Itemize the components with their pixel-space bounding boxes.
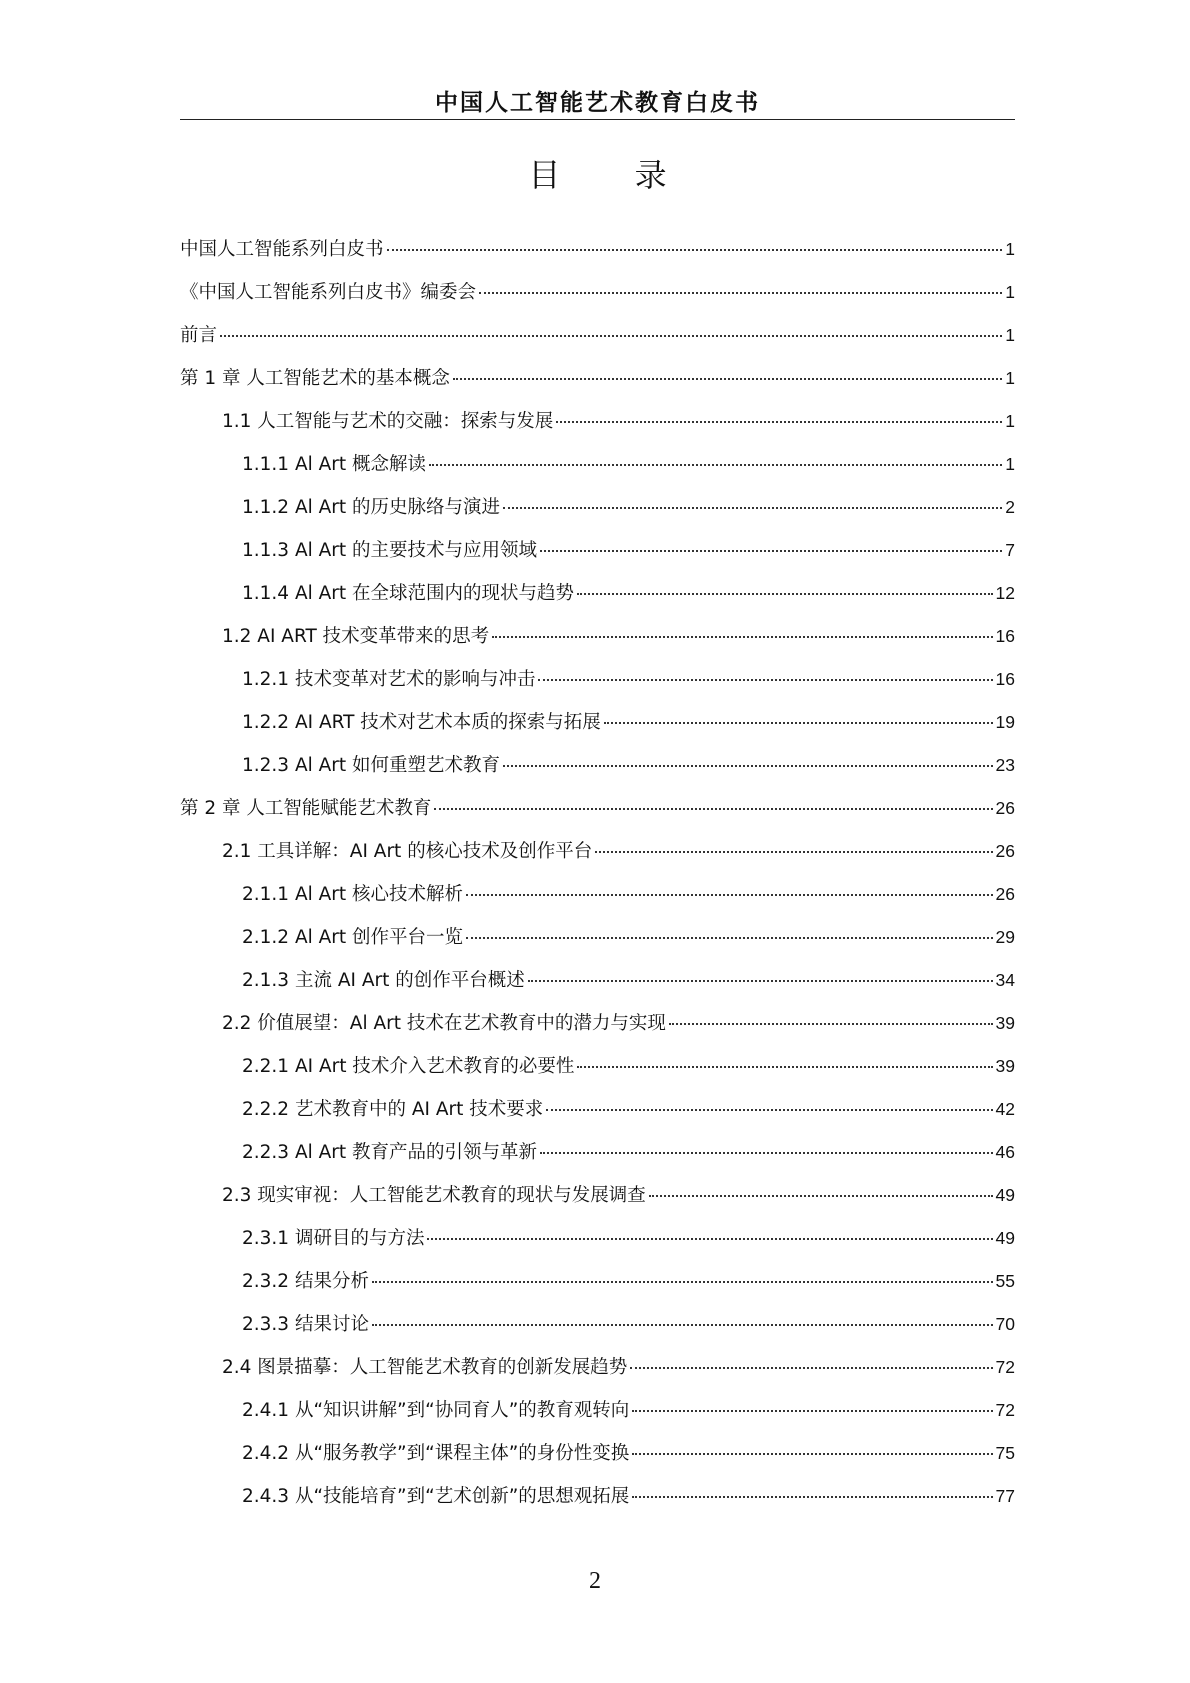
dot-leader bbox=[538, 679, 992, 681]
toc-entry[interactable] bbox=[180, 453, 1015, 496]
dot-leader bbox=[632, 1496, 992, 1498]
toc-entry-title: 1.1 人工智能与艺术的交融：探索与发展 bbox=[222, 411, 554, 432]
toc-entry[interactable] bbox=[180, 1184, 1015, 1227]
toc-entry[interactable] bbox=[180, 367, 1015, 410]
dot-leader bbox=[630, 1367, 992, 1369]
toc-entry-title: 2.2.2 艺术教育中的 AI Art 技术要求 bbox=[242, 1099, 544, 1120]
toc-entry-page: 26 bbox=[995, 884, 1015, 904]
toc-entry[interactable] bbox=[180, 1442, 1015, 1485]
toc-entry[interactable] bbox=[180, 969, 1015, 1012]
dot-leader bbox=[503, 507, 1002, 509]
toc-entry[interactable] bbox=[180, 711, 1015, 754]
toc-entry[interactable] bbox=[180, 1098, 1015, 1141]
toc-entry-page: 70 bbox=[995, 1314, 1015, 1334]
toc-entry[interactable] bbox=[180, 1141, 1015, 1184]
toc-entry-page: 16 bbox=[995, 669, 1015, 689]
toc-entry[interactable] bbox=[180, 797, 1015, 840]
dot-leader bbox=[556, 421, 1002, 423]
toc-entry-page: 72 bbox=[995, 1400, 1015, 1420]
dot-leader bbox=[503, 765, 993, 767]
toc-entry-page: 39 bbox=[995, 1056, 1015, 1076]
toc-entry-title: 2.4.1 从“知识讲解”到“协同育人”的教育观转向 bbox=[242, 1400, 630, 1421]
toc-entry[interactable] bbox=[180, 1055, 1015, 1098]
dot-leader bbox=[649, 1195, 993, 1197]
toc-entry[interactable] bbox=[180, 539, 1015, 582]
toc-entry-title: 2.2 价值展望：Al Art 技术在艺术教育中的潜力与实现 bbox=[222, 1013, 666, 1034]
dot-leader bbox=[466, 937, 993, 939]
toc-entry-page: 1 bbox=[1005, 239, 1015, 259]
toc-entry-page: 49 bbox=[995, 1228, 1015, 1248]
dot-leader bbox=[453, 378, 1002, 380]
toc-entry-page: 23 bbox=[995, 755, 1015, 775]
toc-entry-page: 1 bbox=[1005, 411, 1015, 431]
toc-entry-title: 1.2.2 AI ART 技术对艺术本质的探索与拓展 bbox=[242, 712, 601, 733]
toc-entry[interactable] bbox=[180, 324, 1015, 367]
dot-leader bbox=[632, 1410, 992, 1412]
dot-leader bbox=[577, 593, 993, 595]
toc-entry-title: 《中国人工智能系列白皮书》编委会 bbox=[180, 282, 477, 303]
toc-entry-page: 46 bbox=[995, 1142, 1015, 1162]
toc-entry-page: 55 bbox=[995, 1271, 1015, 1291]
toc-entry-page: 26 bbox=[995, 841, 1015, 861]
toc-entry-page: 49 bbox=[995, 1185, 1015, 1205]
toc-entry-page: 1 bbox=[1005, 454, 1015, 474]
dot-leader bbox=[372, 1281, 993, 1283]
toc-entry-title: 1.1.3 Al Art 的主要技术与应用领域 bbox=[242, 540, 538, 561]
toc-entry[interactable] bbox=[180, 625, 1015, 668]
toc-entry[interactable] bbox=[180, 1485, 1015, 1528]
toc-entry-title: 2.3.1 调研目的与方法 bbox=[242, 1228, 425, 1249]
toc-entry-page: 16 bbox=[995, 626, 1015, 646]
dot-leader bbox=[429, 464, 1002, 466]
toc-entry-title: 2.3.2 结果分析 bbox=[242, 1271, 369, 1292]
toc-entry-title: 2.4 图景描摹：人工智能艺术教育的创新发展趋势 bbox=[222, 1357, 628, 1378]
dot-leader bbox=[492, 636, 992, 638]
toc-entry-page: 34 bbox=[995, 970, 1015, 990]
toc-entry-title: 第 2 章 人工智能赋能艺术教育 bbox=[180, 798, 432, 819]
dot-leader bbox=[540, 550, 1002, 552]
toc-entry-title: 前言 bbox=[180, 325, 218, 346]
toc-entry[interactable] bbox=[180, 582, 1015, 625]
toc-entry-title: 2.4.2 从“服务教学”到“课程主体”的身份性变换 bbox=[242, 1443, 630, 1464]
dot-leader bbox=[632, 1453, 992, 1455]
toc-entry-page: 77 bbox=[995, 1486, 1015, 1506]
dot-leader bbox=[479, 292, 1002, 294]
toc-entry-page: 1 bbox=[1005, 368, 1015, 388]
toc-entry-title: 2.4.3 从“技能培育”到“艺术创新”的思想观拓展 bbox=[242, 1486, 630, 1507]
dot-leader bbox=[220, 335, 1002, 337]
toc-entry-page: 42 bbox=[995, 1099, 1015, 1119]
dot-leader bbox=[604, 722, 993, 724]
toc-entry[interactable] bbox=[180, 840, 1015, 883]
table-of-contents bbox=[180, 238, 1015, 1528]
toc-entry-title: 第 1 章 人工智能艺术的基本概念 bbox=[180, 368, 450, 389]
toc-entry[interactable] bbox=[180, 668, 1015, 711]
toc-entry-page: 1 bbox=[1005, 282, 1015, 302]
toc-entry-title: 2.1 工具详解：AI Art 的核心技术及创作平台 bbox=[222, 841, 593, 862]
toc-entry-title: 1.1.1 Al Art 概念解读 bbox=[242, 454, 427, 475]
toc-entry-title: 2.1.2 Al Art 创作平台一览 bbox=[242, 927, 464, 948]
running-header: 中国人工智能艺术教育白皮书 bbox=[435, 90, 760, 116]
toc-entry[interactable] bbox=[180, 1270, 1015, 1313]
toc-entry-title: 2.1.1 Al Art 核心技术解析 bbox=[242, 884, 464, 905]
dot-leader bbox=[546, 1109, 992, 1111]
page-number: 2 bbox=[589, 1568, 601, 1594]
dot-leader bbox=[577, 1066, 992, 1068]
header-rule bbox=[180, 119, 1015, 120]
toc-entry[interactable] bbox=[180, 238, 1015, 281]
dot-leader bbox=[540, 1152, 993, 1154]
toc-entry[interactable] bbox=[180, 410, 1015, 453]
toc-entry-title: 1.1.2 Al Art 的历史脉络与演进 bbox=[242, 497, 501, 518]
toc-entry-title: 1.2 AI ART 技术变革带来的思考 bbox=[222, 626, 490, 647]
toc-entry[interactable] bbox=[180, 883, 1015, 926]
toc-entry[interactable] bbox=[180, 496, 1015, 539]
toc-entry-page: 29 bbox=[995, 927, 1015, 947]
dot-leader bbox=[595, 851, 992, 853]
toc-entry-title: 2.2.1 AI Art 技术介入艺术教育的必要性 bbox=[242, 1056, 575, 1077]
toc-entry[interactable] bbox=[180, 926, 1015, 969]
toc-entry-title: 中国人工智能系列白皮书 bbox=[180, 239, 384, 260]
dot-leader bbox=[434, 808, 992, 810]
toc-entry-title: 2.3.3 结果讨论 bbox=[242, 1314, 369, 1335]
toc-entry-title: 1.1.4 Al Art 在全球范围内的现状与趋势 bbox=[242, 583, 575, 604]
toc-entry[interactable] bbox=[180, 1227, 1015, 1270]
toc-title: 目 录 bbox=[528, 156, 699, 194]
dot-leader bbox=[372, 1324, 993, 1326]
toc-entry-title: 2.1.3 主流 AI Art 的创作平台概述 bbox=[242, 970, 525, 991]
toc-entry[interactable] bbox=[180, 1356, 1015, 1399]
dot-leader bbox=[528, 980, 993, 982]
toc-entry-title: 2.2.3 Al Art 教育产品的引领与革新 bbox=[242, 1142, 538, 1163]
toc-entry-page: 75 bbox=[995, 1443, 1015, 1463]
toc-entry-page: 19 bbox=[995, 712, 1015, 732]
dot-leader bbox=[427, 1238, 992, 1240]
toc-entry-title: 1.2.1 技术变革对艺术的影响与冲击 bbox=[242, 669, 536, 690]
dot-leader bbox=[669, 1023, 993, 1025]
toc-entry[interactable] bbox=[180, 1313, 1015, 1356]
toc-entry[interactable] bbox=[180, 281, 1015, 324]
toc-entry-page: 12 bbox=[995, 583, 1015, 603]
toc-entry-page: 72 bbox=[995, 1357, 1015, 1377]
toc-entry-page: 7 bbox=[1005, 540, 1015, 560]
toc-entry[interactable] bbox=[180, 1012, 1015, 1055]
toc-entry-title: 2.3 现实审视：人工智能艺术教育的现状与发展调查 bbox=[222, 1185, 646, 1206]
toc-entry-page: 39 bbox=[995, 1013, 1015, 1033]
toc-entry[interactable] bbox=[180, 1399, 1015, 1442]
dot-leader bbox=[387, 249, 1003, 251]
toc-entry-page: 2 bbox=[1005, 497, 1015, 517]
toc-entry[interactable] bbox=[180, 754, 1015, 797]
dot-leader bbox=[466, 894, 993, 896]
toc-entry-title: 1.2.3 Al Art 如何重塑艺术教育 bbox=[242, 755, 501, 776]
toc-entry-page: 26 bbox=[995, 798, 1015, 818]
toc-entry-page: 1 bbox=[1005, 325, 1015, 345]
